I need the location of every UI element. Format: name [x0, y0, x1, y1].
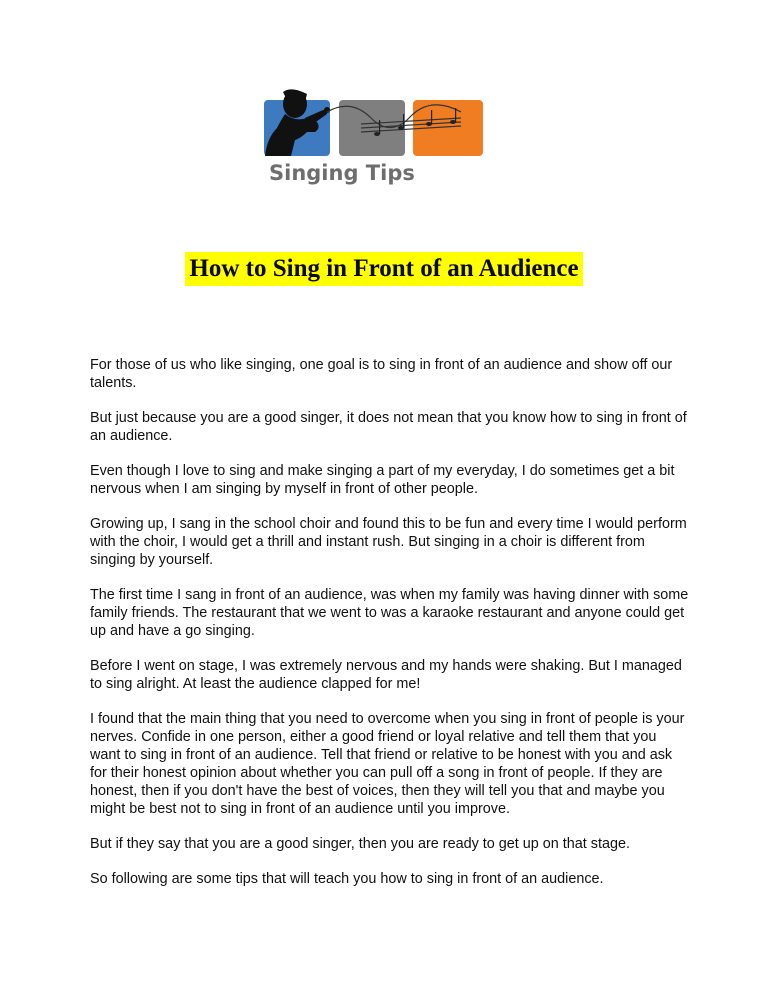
paragraph: I found that the main thing that you need to overcome when you sing in front of people is your nerves. Confide in one person, either a good friend or loyal relative and tell them that you want to sing in front of an audience. Tell that friend or relative to be honest with you and ask for their honest opinion about whether you can pull off a song in front of people. If they are honest, then if you don't have the best of voices, then they will tell you that and maybe you might be best not to sing in front of an audience until you improve. — [90, 711, 685, 817]
page-title: How to Sing in Front of an Audience — [185, 252, 582, 286]
paragraph: Growing up, I sang in the school choir and found this to be fun and every time I would perform with the choir, I would get a thrill and instant rush. But singing in a choir is different from singing by yourself. — [90, 516, 687, 568]
paragraph: But just because you are a good singer, it does not mean that you know how to sing in front of an audience. — [90, 410, 687, 444]
title-container — [0, 252, 768, 286]
article-body — [90, 356, 690, 905]
paragraph: So following are some tips that will teach you how to sing in front of an audience. — [90, 871, 604, 887]
logo-gray-square — [339, 100, 405, 156]
paragraph: But if they say that you are a good singer, then you are ready to get up on that stage. — [90, 836, 631, 852]
singing-tips-logo — [261, 88, 491, 188]
paragraph: Before I went on stage, I was extremely nervous and my hands were shaking. But I managed to sing alright. At least the audience clapped for me! — [90, 658, 682, 692]
paragraph: Even though I love to sing and make singing a part of my everyday, I do sometimes get a bit nervous when I am singing by myself in front of other people. — [90, 463, 675, 497]
paragraph: The first time I sang in front of an audience, was when my family was having dinner with some family friends. The restaurant that we went to was a karaoke restaurant and anyone could get up and have a go singing. — [90, 587, 689, 639]
paragraph: For those of us who like singing, one goal is to sing in front of an audience and show off our talents. — [90, 357, 673, 391]
logo-wordmark: Singing Tips — [269, 161, 415, 185]
